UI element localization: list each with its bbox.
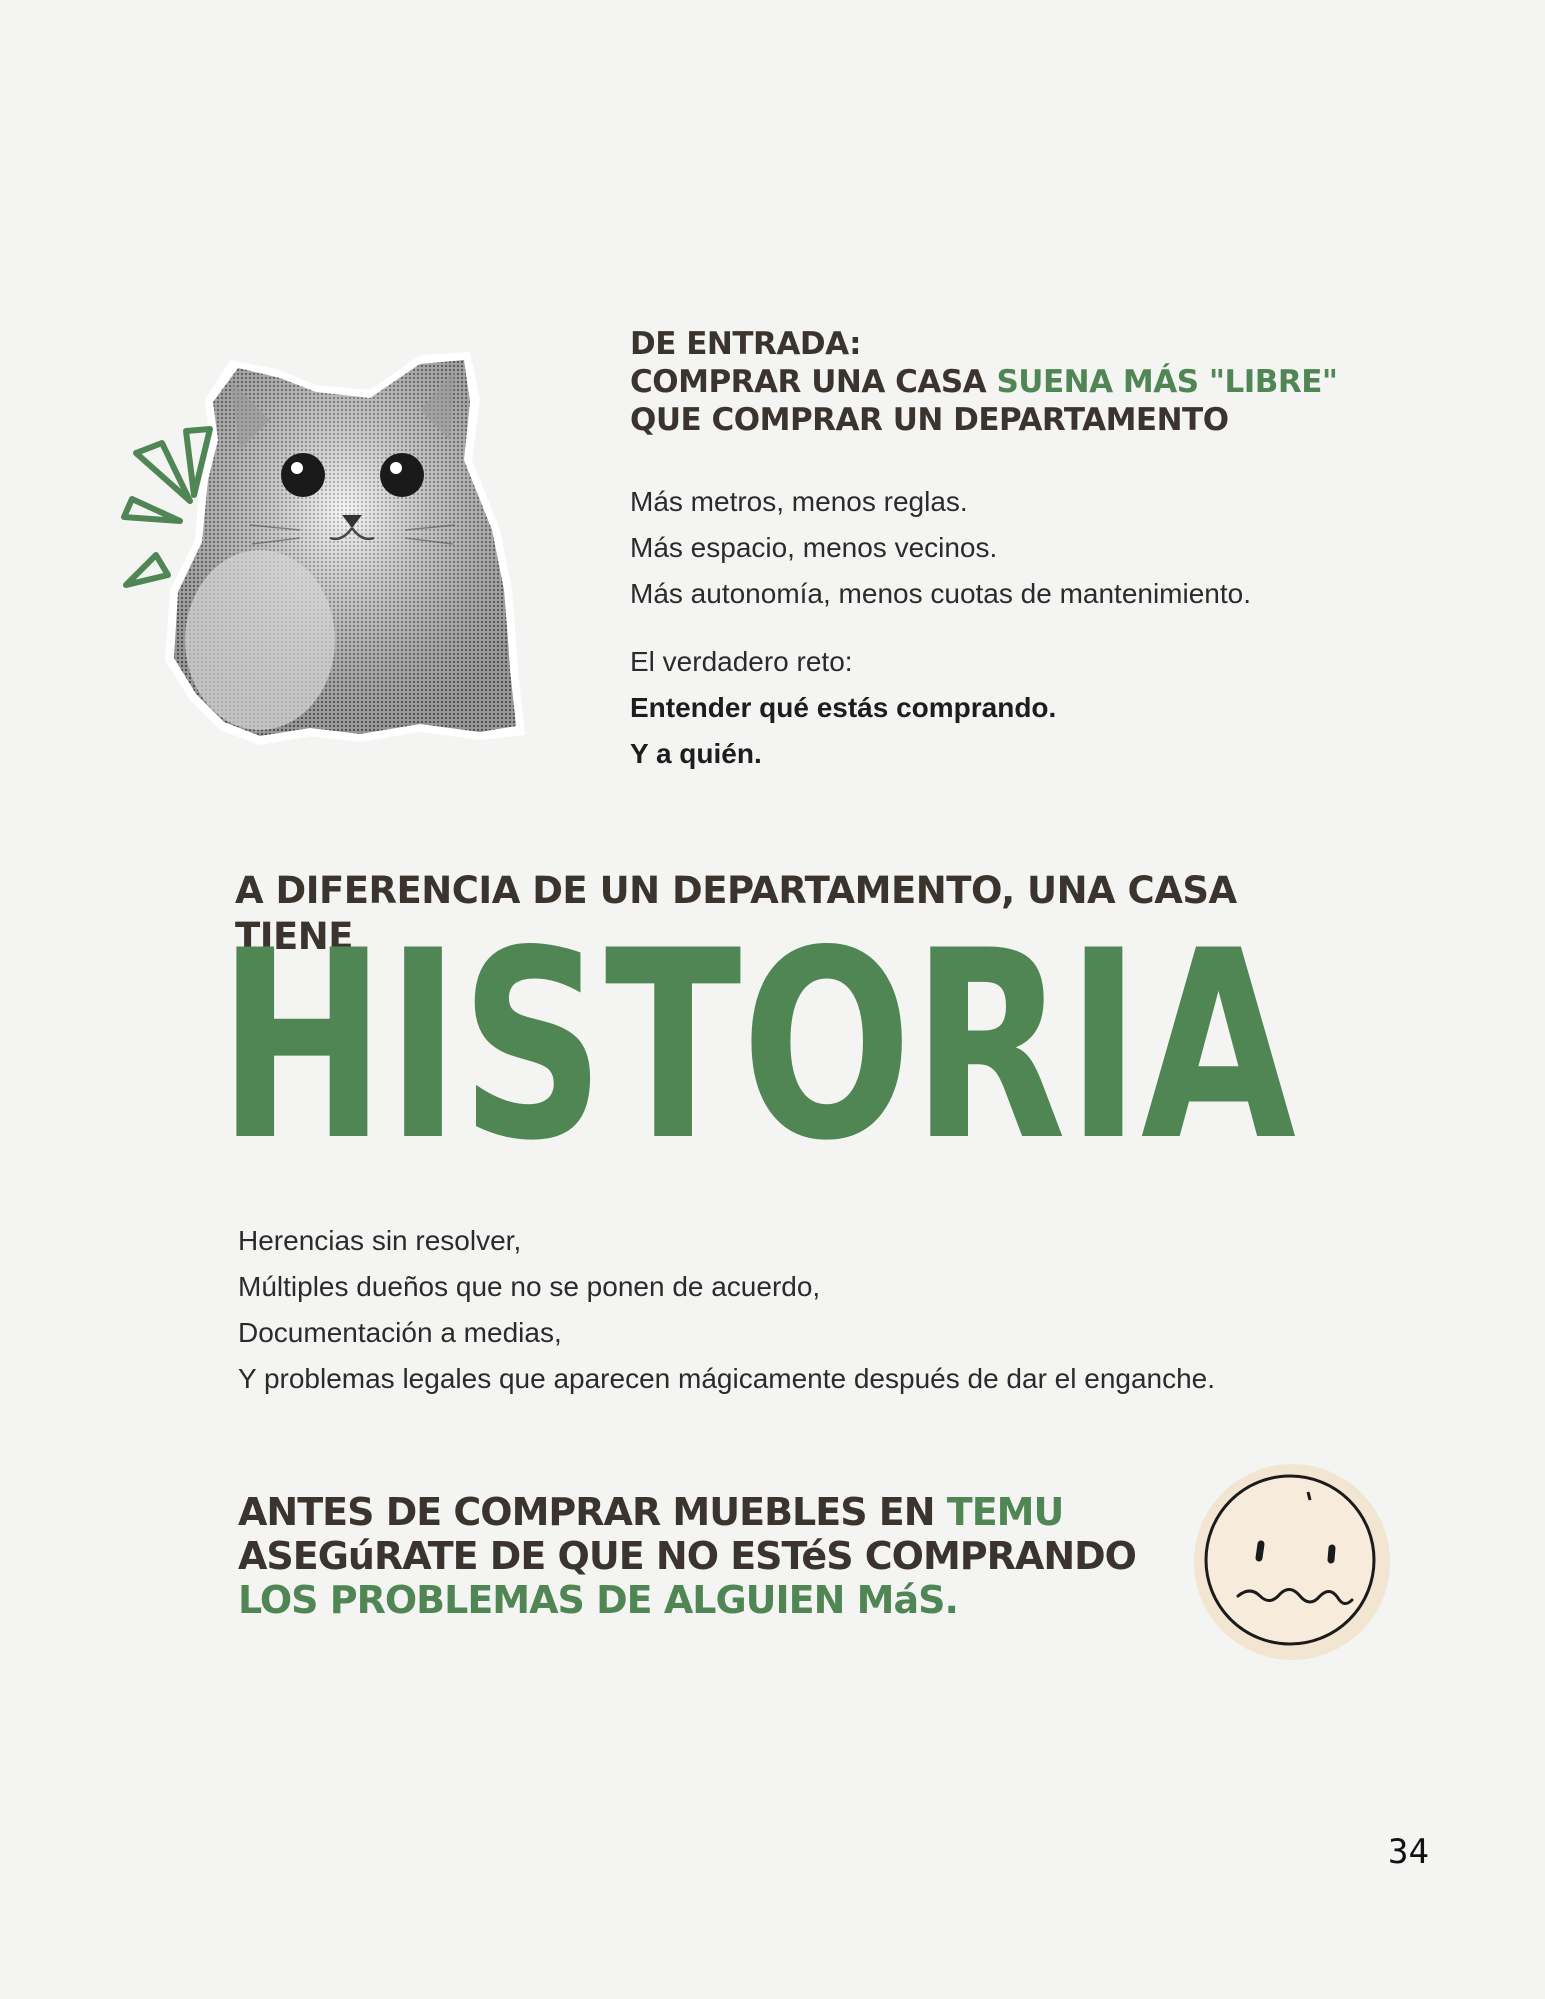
intro-line: Más espacio, menos vecinos. <box>630 532 998 563</box>
closing-line2: ASEGúRATE DE QUE NO ESTéS COMPRANDO <box>238 1534 1136 1578</box>
challenge-label: El verdadero reto: <box>630 646 853 677</box>
problems-list <box>238 1218 1338 1402</box>
intro-heading <box>630 325 1390 439</box>
intro-heading-line1: DE ENTRADA: <box>630 326 862 362</box>
page-number: 34 <box>1388 1832 1429 1872</box>
history-subtitle: A DIFERENCIA DE UN DEPARTAMENTO, UNA CASA TIENE <box>235 869 1237 958</box>
challenge-block <box>630 639 1390 777</box>
intro-line: Más autonomía, menos cuotas de mantenimiento. <box>630 578 1252 609</box>
intro-line: Más metros, menos reglas. <box>630 486 968 517</box>
problem-item: Herencias sin resolver, <box>238 1225 522 1256</box>
intro-heading-line3: QUE COMPRAR UN DEPARTAMENTO <box>630 402 1229 438</box>
challenge-bold-2: Y a quién. <box>630 738 762 769</box>
problem-item: Documentación a medias, <box>238 1317 562 1348</box>
intro-heading-line2: COMPRAR UNA CASA <box>630 364 997 400</box>
problem-item: Múltiples dueños que no se ponen de acuerdo, <box>238 1271 821 1302</box>
closing-line1: ANTES DE COMPRAR MUEBLES EN <box>238 1490 947 1534</box>
closing-highlight: TEMU <box>946 1490 1064 1534</box>
challenge-bold-1: Entender qué estás comprando. <box>630 692 1057 723</box>
problem-item: Y problemas legales que aparecen mágicamente después de dar el enganche. <box>238 1363 1216 1394</box>
history-big-word-text: HISTORIA <box>218 918 1298 1158</box>
burst-lines-icon <box>118 425 228 595</box>
intro-lines <box>630 479 1390 617</box>
intro-heading-highlight: SUENA MÁS "LIBRE" <box>996 364 1338 400</box>
closing-line3: LOS PROBLEMAS DE ALGUIEN MáS. <box>238 1578 958 1622</box>
intro-section <box>630 325 1390 777</box>
history-big-word <box>218 918 1348 1158</box>
sad-face-icon <box>1192 1462 1392 1662</box>
closing-warning <box>238 1490 1138 1622</box>
